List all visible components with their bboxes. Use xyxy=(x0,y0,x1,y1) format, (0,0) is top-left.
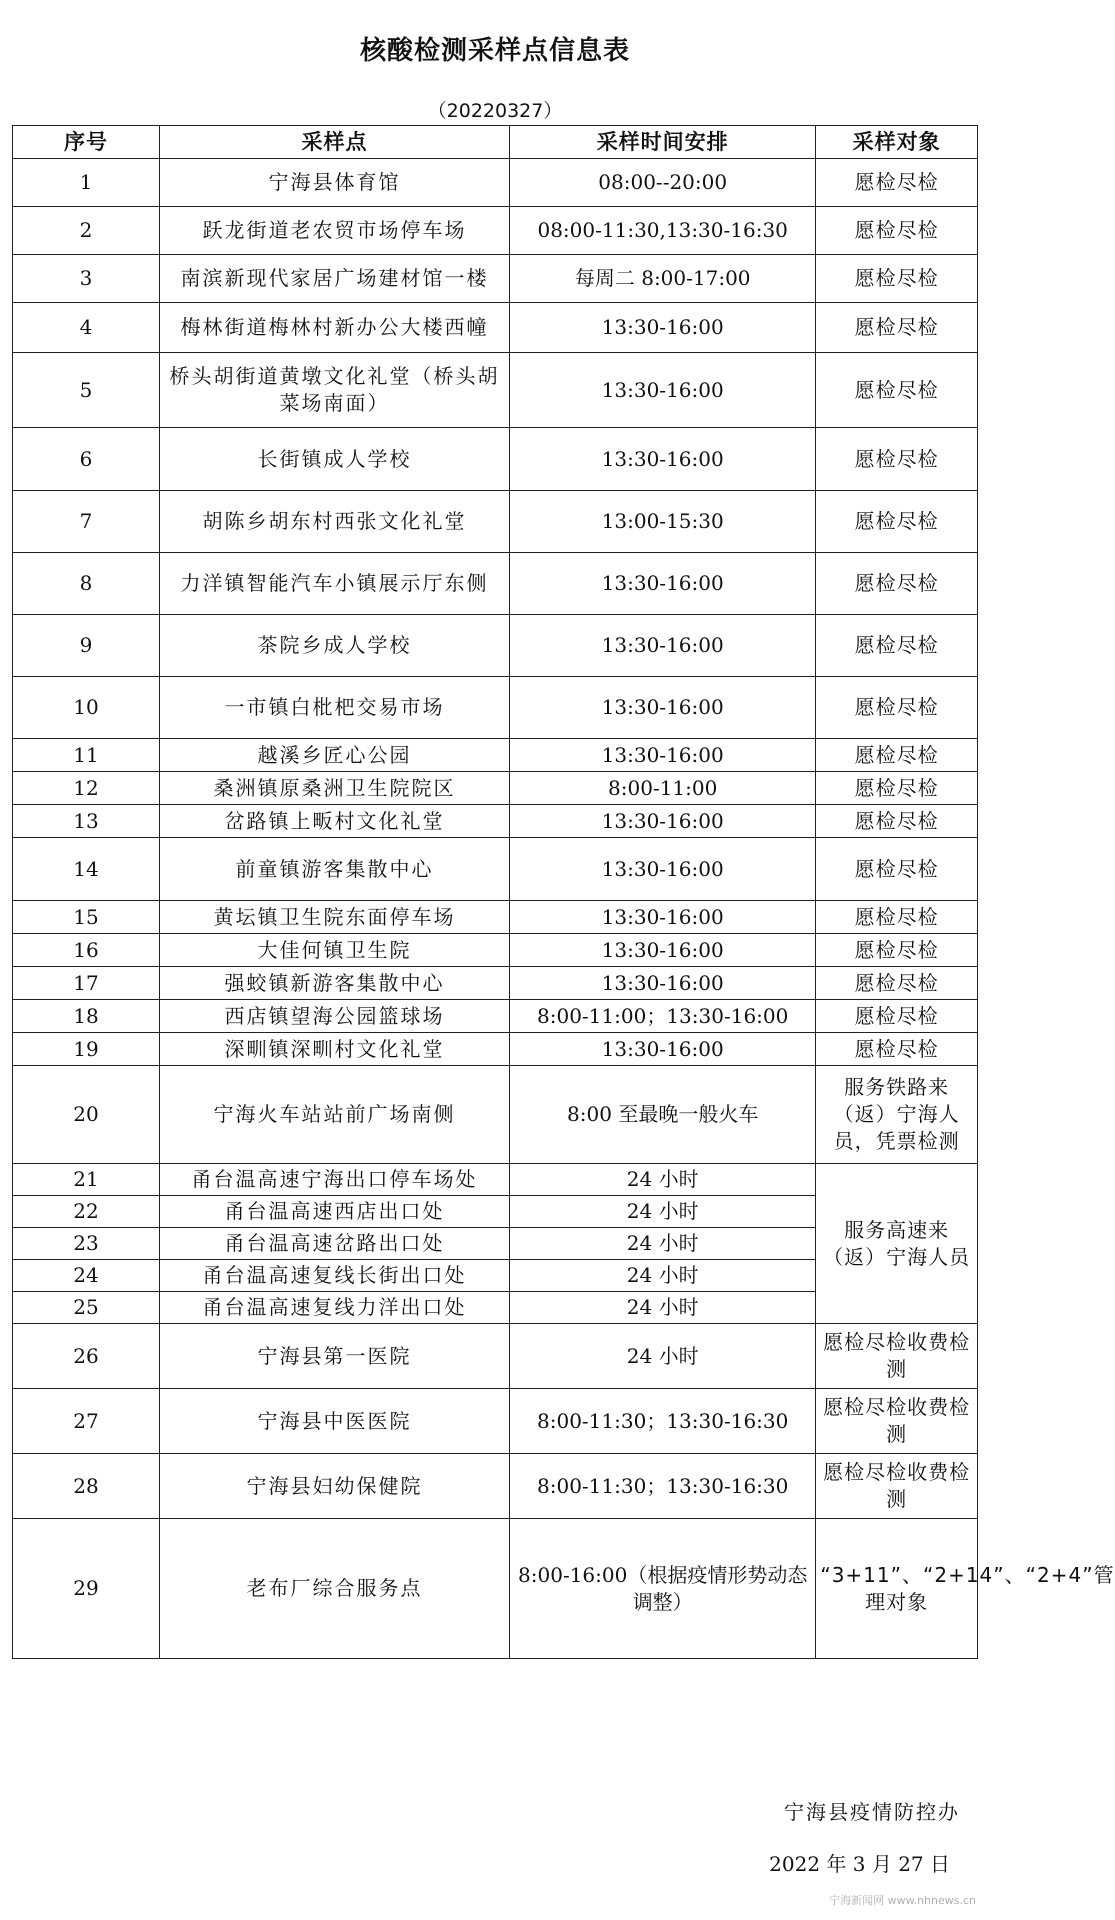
table-row xyxy=(13,934,978,967)
table-row xyxy=(13,1033,978,1066)
sampling-target-merged: 服务高速来（返）宁海人员 xyxy=(816,1164,978,1324)
sampling-site: 前童镇游客集散中心 xyxy=(160,838,510,901)
sampling-site: 跃龙街道老农贸市场停车场 xyxy=(160,207,510,255)
row-number: 7 xyxy=(13,491,160,553)
table-row xyxy=(13,1164,978,1196)
sampling-target: 愿检尽检 xyxy=(816,255,978,303)
sampling-target: 愿检尽检 xyxy=(816,303,978,353)
sampling-site: 桑洲镇原桑洲卫生院院区 xyxy=(160,772,510,805)
row-number: 6 xyxy=(13,428,160,491)
row-number: 21 xyxy=(13,1164,160,1196)
sampling-target: 愿检尽检 xyxy=(816,838,978,901)
row-number: 3 xyxy=(13,255,160,303)
sampling-time: 每周二 8:00-17:00 xyxy=(510,255,816,303)
sampling-target: 愿检尽检 xyxy=(816,739,978,772)
table-row xyxy=(13,353,978,428)
sampling-time: 8:00-11:00；13:30-16:00 xyxy=(510,1000,816,1033)
sampling-site: 胡陈乡胡东村西张文化礼堂 xyxy=(160,491,510,553)
row-number: 17 xyxy=(13,967,160,1000)
sampling-site: 甬台温高速复线长街出口处 xyxy=(160,1260,510,1292)
sampling-time: 8:00 至最晚一般火车 xyxy=(510,1066,816,1164)
table-row xyxy=(13,159,978,207)
column-header-site: 采样点 xyxy=(160,126,510,159)
sampling-site: 宁海县妇幼保健院 xyxy=(160,1454,510,1519)
table-row xyxy=(13,739,978,772)
sampling-site: 强蛟镇新游客集散中心 xyxy=(160,967,510,1000)
sampling-time: 08:00--20:00 xyxy=(510,159,816,207)
table-row xyxy=(13,772,978,805)
sampling-time: 24 小时 xyxy=(510,1196,816,1228)
sampling-target: 愿检尽检 xyxy=(816,677,978,739)
row-number: 8 xyxy=(13,553,160,615)
row-number: 5 xyxy=(13,353,160,428)
sampling-target: 愿检尽检 xyxy=(816,772,978,805)
sampling-time: 13:30-16:00 xyxy=(510,553,816,615)
row-number: 24 xyxy=(13,1260,160,1292)
sampling-target: 愿检尽检 xyxy=(816,967,978,1000)
sampling-site: 大佳何镇卫生院 xyxy=(160,934,510,967)
sampling-time: 13:30-16:00 xyxy=(510,739,816,772)
table-row xyxy=(13,901,978,934)
sampling-time: 24 小时 xyxy=(510,1164,816,1196)
sampling-site: 甬台温高速宁海出口停车场处 xyxy=(160,1164,510,1196)
sampling-site: 深甽镇深甽村文化礼堂 xyxy=(160,1033,510,1066)
table-row xyxy=(13,1000,978,1033)
issuing-organization: 宁海县疫情防控办 xyxy=(784,1800,960,1824)
sampling-time: 13:30-16:00 xyxy=(510,353,816,428)
row-number: 9 xyxy=(13,615,160,677)
sampling-time: 13:30-16:00 xyxy=(510,428,816,491)
row-number: 12 xyxy=(13,772,160,805)
table-row xyxy=(13,967,978,1000)
sampling-time: 24 小时 xyxy=(510,1260,816,1292)
sampling-time: 24 小时 xyxy=(510,1292,816,1324)
sampling-time: 13:30-16:00 xyxy=(510,1033,816,1066)
sampling-site: 宁海县中医医院 xyxy=(160,1389,510,1454)
row-number: 22 xyxy=(13,1196,160,1228)
table-row xyxy=(13,553,978,615)
row-number: 15 xyxy=(13,901,160,934)
table-header-row xyxy=(13,126,978,159)
row-number: 10 xyxy=(13,677,160,739)
row-number: 4 xyxy=(13,303,160,353)
row-number: 26 xyxy=(13,1324,160,1389)
sampling-target: 愿检尽检 xyxy=(816,159,978,207)
sampling-time: 13:30-16:00 xyxy=(510,677,816,739)
table-row xyxy=(13,1389,978,1454)
sampling-target: “3+11”、“2+14”、“2+4”管理对象 xyxy=(816,1519,978,1659)
sampling-site: 一市镇白枇杷交易市场 xyxy=(160,677,510,739)
sampling-time: 8:00-11:00 xyxy=(510,772,816,805)
column-header-no: 序号 xyxy=(13,126,160,159)
column-header-target: 采样对象 xyxy=(816,126,978,159)
table-row xyxy=(13,1324,978,1389)
sampling-site: 甬台温高速西店出口处 xyxy=(160,1196,510,1228)
row-number: 27 xyxy=(13,1389,160,1454)
table-row xyxy=(13,1519,978,1659)
sampling-target: 愿检尽检收费检测 xyxy=(816,1389,978,1454)
sampling-site: 岔路镇上畈村文化礼堂 xyxy=(160,805,510,838)
sampling-site: 南滨新现代家居广场建材馆一楼 xyxy=(160,255,510,303)
sampling-time: 08:00-11:30,13:30-16:30 xyxy=(510,207,816,255)
sampling-time: 13:30-16:00 xyxy=(510,805,816,838)
sampling-site: 甬台温高速复线力洋出口处 xyxy=(160,1292,510,1324)
row-number: 28 xyxy=(13,1454,160,1519)
sampling-time: 13:30-16:00 xyxy=(510,615,816,677)
table-row xyxy=(13,677,978,739)
sampling-time: 24 小时 xyxy=(510,1324,816,1389)
row-number: 29 xyxy=(13,1519,160,1659)
sampling-site: 力洋镇智能汽车小镇展示厅东侧 xyxy=(160,553,510,615)
table-row xyxy=(13,1454,978,1519)
row-number: 20 xyxy=(13,1066,160,1164)
sampling-site: 梅林街道梅林村新办公大楼西幢 xyxy=(160,303,510,353)
sampling-time: 8:00-11:30；13:30-16:30 xyxy=(510,1389,816,1454)
sampling-target: 愿检尽检 xyxy=(816,353,978,428)
sampling-site: 甬台温高速岔路出口处 xyxy=(160,1228,510,1260)
sampling-target: 愿检尽检 xyxy=(816,901,978,934)
sampling-site: 老布厂综合服务点 xyxy=(160,1519,510,1659)
sampling-time: 13:00-15:30 xyxy=(510,491,816,553)
sampling-time: 13:30-16:00 xyxy=(510,934,816,967)
table-row xyxy=(13,303,978,353)
document-date: （20220327） xyxy=(427,100,563,122)
sampling-time: 8:00-11:30；13:30-16:30 xyxy=(510,1454,816,1519)
sampling-time: 8:00-16:00（根据疫情形势动态调整） xyxy=(510,1519,816,1659)
sampling-target: 服务铁路来（返）宁海人员，凭票检测 xyxy=(816,1066,978,1164)
sampling-target: 愿检尽检 xyxy=(816,805,978,838)
page-title: 核酸检测采样点信息表 xyxy=(359,36,630,66)
sampling-target: 愿检尽检 xyxy=(816,491,978,553)
sampling-sites-table xyxy=(12,125,1115,1659)
row-number: 23 xyxy=(13,1228,160,1260)
column-header-time: 采样时间安排 xyxy=(510,126,816,159)
table-row xyxy=(13,838,978,901)
table-row xyxy=(13,1066,978,1164)
row-number: 16 xyxy=(13,934,160,967)
row-number: 25 xyxy=(13,1292,160,1324)
table-row xyxy=(13,207,978,255)
sampling-site: 长街镇成人学校 xyxy=(160,428,510,491)
sampling-time: 13:30-16:00 xyxy=(510,838,816,901)
sampling-time: 13:30-16:00 xyxy=(510,901,816,934)
row-number: 13 xyxy=(13,805,160,838)
sampling-site: 宁海火车站站前广场南侧 xyxy=(160,1066,510,1164)
sampling-target: 愿检尽检收费检测 xyxy=(816,1324,978,1389)
sampling-time: 13:30-16:00 xyxy=(510,303,816,353)
table-row xyxy=(13,615,978,677)
sampling-site: 西店镇望海公园篮球场 xyxy=(160,1000,510,1033)
row-number: 2 xyxy=(13,207,160,255)
sampling-time: 24 小时 xyxy=(510,1228,816,1260)
sampling-site: 茶院乡成人学校 xyxy=(160,615,510,677)
row-number: 19 xyxy=(13,1033,160,1066)
sampling-target: 愿检尽检 xyxy=(816,553,978,615)
sampling-site: 黄坛镇卫生院东面停车场 xyxy=(160,901,510,934)
row-number: 11 xyxy=(13,739,160,772)
row-number: 18 xyxy=(13,1000,160,1033)
table-row xyxy=(13,805,978,838)
table-row xyxy=(13,255,978,303)
row-number: 1 xyxy=(13,159,160,207)
watermark: 宁海新闻网 www.nhnews.cn xyxy=(829,1894,976,1907)
sampling-site: 越溪乡匠心公园 xyxy=(160,739,510,772)
issue-date: 2022 年 3 月 27 日 xyxy=(769,1852,950,1876)
sampling-target: 愿检尽检 xyxy=(816,934,978,967)
sampling-site: 桥头胡街道黄墩文化礼堂（桥头胡菜场南面） xyxy=(160,353,510,428)
sampling-target: 愿检尽检 xyxy=(816,1033,978,1066)
sampling-target: 愿检尽检 xyxy=(816,428,978,491)
sampling-target: 愿检尽检 xyxy=(816,1000,978,1033)
table-row xyxy=(13,491,978,553)
sampling-target: 愿检尽检收费检测 xyxy=(816,1454,978,1519)
sampling-site: 宁海县第一医院 xyxy=(160,1324,510,1389)
sampling-target: 愿检尽检 xyxy=(816,207,978,255)
table-row xyxy=(13,428,978,491)
sampling-site: 宁海县体育馆 xyxy=(160,159,510,207)
sampling-target: 愿检尽检 xyxy=(816,615,978,677)
sampling-time: 13:30-16:00 xyxy=(510,967,816,1000)
row-number: 14 xyxy=(13,838,160,901)
